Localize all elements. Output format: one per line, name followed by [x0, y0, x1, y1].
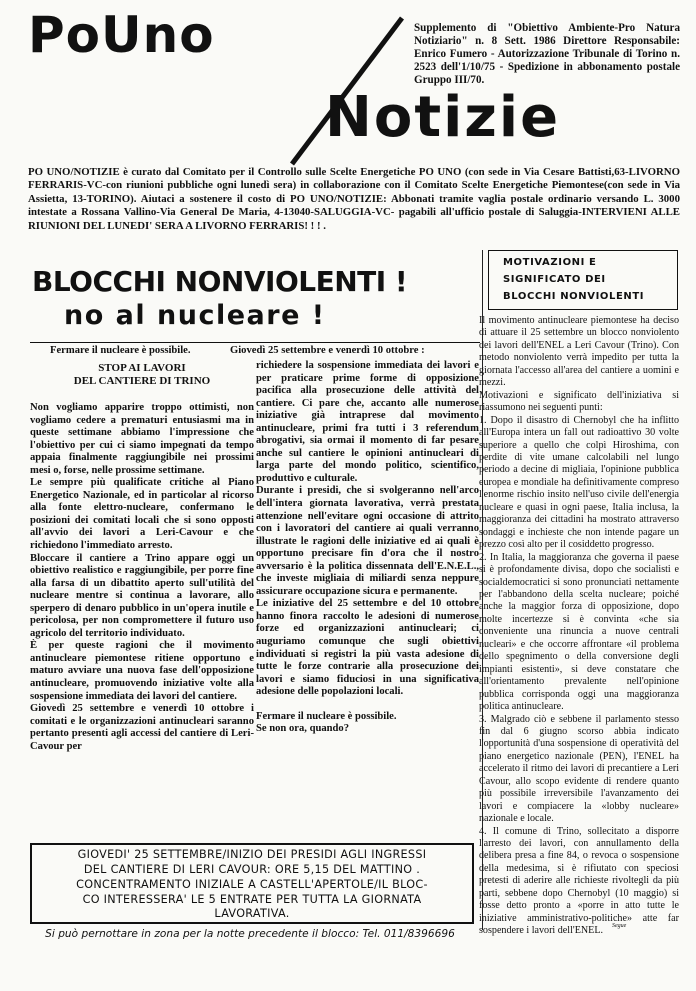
article-paragraph: Bloccare il cantiere a Trino appare oggi un obiettivo realistico e raggiungibile, per porre fine alla farsa di un dibattito aperto sull'utilità del nucleare mentre si continua a lavorare, allo sperpero di denaro pubblico in un'opera inutile e pericolosa, per non compromettere il futuro uso agricolo del territorio individuato.	[30, 552, 254, 639]
sidebar-paragraph: Motivazioni e significato dell'iniziativa si riassumono nei seguenti punti:	[479, 389, 679, 414]
article-paragraph: Giovedì 25 settembre e venerdì 10 ottobre i comitati e le organizzazioni antinucleari saranno pertanto presenti agli accessi del cantiere di Leri-Cavour per	[30, 703, 254, 752]
notice-box	[30, 843, 474, 924]
sidebar-paragraph: 4. Il comune di Trino, sollecitato a disporre l'arresto dei lavori, con annullamento della delibera presa a fine 84, o revoca o sospensione della medesima, si è rifiutato con speciosi pretesti di aderire alle richieste rivoltegli da più parti, sebbene dopo Chernobyl (10 maggio) si fosse detto pronto a «porre in atto tutte le iniziative amministrativo-politiche» atte far sospendere i lavori dell'ENEL.	[479, 825, 679, 937]
masthead-logo-line2: Notizie	[325, 85, 561, 150]
sidebar-paragraph: 3. Malgrado ciò e sebbene il parlamento stesso fin dal 6 giugno scorso abbia indicato l'opportunità d'una sospensione di operatività del piano energetico nazionale (PEN), l'ENEL ha accelerato il ritmo dei lavori di precantiere a Leri Cavour, allo scopo evidente di rendere quanto più possibile irreversibile l'avanzamento dei lavori e compiacere la «lobby nucleare» nazionale e locale.	[479, 713, 679, 825]
article-paragraph: Non vogliamo apparire troppo ottimisti, non vogliamo cedere a prematuri entusiasmi ma in queste settimane abbiamo l'impressione che l'obiettivo per cui ci siamo impegnati da tempo appaia finalmente raggiungibile nei prossimi mesi o, forse, nelle prossime settimane.	[30, 402, 254, 476]
sidebar-column	[479, 315, 679, 938]
sidebar-title-line1: MOTIVAZIONI E	[503, 257, 597, 268]
article-title-line2: DEL CANTIERE DI TRINO	[73, 375, 211, 387]
article-paragraph: È per queste ragioni che il movimento antinucleare piemontese ritiene opportuno e maturo avviare una nuova fase dell'opposizione antinucleare, promuovendo iniziative volte alla sospensione immediata dei lavori del cantiere.	[30, 640, 254, 702]
date-strip	[30, 342, 480, 356]
article-closing-slogan: Fermare il nucleare è possibile.	[256, 710, 397, 722]
notice-line2: DEL CANTIERE DI LERI CAVOUR: ORE 5,15 DEL MATTINO .	[83, 863, 421, 876]
continue-label: Segue	[612, 923, 627, 929]
sidebar-paragraph: Il movimento antinucleare piemontese ha deciso di attuare il 25 settembre un blocco nonviolento dei lavori dell'ENEL a Leri Cavour (Trino). Con metodo nonviolento verrà impedito per tutta la giornata l'accesso all'area del cantiere a uomini e mezzi.	[479, 315, 679, 389]
intro-text: PO UNO/NOTIZIE è curato dal Comitato per il Controllo sulle Scelte Energetiche PO UNO (con sede in Via Cesare Battisti,63-LIVORNO FERRARIS-VC-con riunioni pubbliche ogni lunedì sera) in collaborazione con il Comitato Scelte Energetiche Piemontese(con sede in Via Assietta, 13-TORINO).	[28, 166, 680, 205]
article-paragraph: Le iniziative del 25 settembre e del 10 ottobre hanno finora raccolto le adesioni di numerose forze ed organizzazioni antinucleari; ci auguriamo comunque che sugli obiettivi individuati si registri la più vasta adesione di tutte le forze contrarie alla prosecuzione dei lavori e siamo fiduciosi in una significativa adesione delle popolazioni locali.	[256, 598, 479, 698]
notice-line4: CO INTERESSERA' LE 5 ENTRATE PER TUTTA LA GIORNATA	[82, 893, 422, 906]
headline-main: BLOCCHI NONVIOLENTI !	[32, 265, 408, 298]
notice-line3: CONCENTRAMENTO INIZIALE A CASTELL'APERTOLE/IL BLOC-	[76, 878, 428, 891]
headline-sub: no al nucleare !	[64, 300, 326, 331]
sidebar-title-box	[488, 250, 678, 310]
notice-line5: LAVORATIVA.	[214, 907, 290, 920]
sidebar-paragraph: 1. Dopo il disastro di Chernobyl che ha inflitto all'Europa intera un fall out radioattivo 30 volte superiore a quello che colpì Hiroshima, con perdite di vite umane calcolabili nel lungo periodo a decine di migliaia, l'opinione pubblica europea e mondiale ha definitivamente compreso l'enorme rischio insito nell'uso civile dell'energia nucleare e quasi in ogni paese, Italia inclusa, la maggioranza dei cittadini ha mostrato attraverso sondaggi e inchieste che non intende pagare un prezzo così alto per il cosiddetto progresso.	[479, 414, 679, 551]
article-column-2	[256, 360, 479, 736]
notice-line1: GIOVEDI' 25 SETTEMBRE/INIZIO DEI PRESIDI AGLI INGRESSI	[77, 848, 427, 861]
article-paragraph: Le sempre più qualificate critiche al Piano Energetico Nazionale, ed in particolar al ricorso alla fonte elettro-nucleare, confermano le posizioni dei comitati locali che si sono opposti all'avvio dei lavori a Leri-Cavour e che richiedono l'immediato arresto.	[30, 477, 254, 552]
article-paragraph: richiedere la sospensione immediata dei lavori e per praticare prime forme di opposizione pacifica alla prosecuzione delle attività del cantiere. Ci pare che, accanto alle numerose iniziative già intraprese dal movimento antinucleare, primi fra tutti i 3 referendum abrogativi, sia ormai il momento di far pesare anche sul cantiere le opinioni antinucleari di larga parte del mondo politico, scientifico, produttivo e culturale.	[256, 360, 479, 484]
article-title	[30, 362, 254, 388]
article-paragraph: Durante i presidi, che si svolgeranno nell'arco dell'intera giornata lavorativa, verrà prestata attenzione nell'evitare ogni occasione di attrito con i lavoratori del cantiere ai quali verranno illustrate le ragioni delle iniziative ed ai quali è opportuno precisare fin d'ora che il nostro avversario è la politica dissennata dell'E.N.E.L., che investe migliaia di miliardi senza neppure assicurare occupazione sicura e permanente.	[256, 485, 479, 597]
intro-paragraph	[28, 166, 680, 233]
masthead-logo-line1: PoUno	[28, 6, 215, 64]
article-column-1	[30, 402, 254, 753]
sidebar-paragraph: 2. In Italia, la maggioranza che governa il paese si è profondamente divisa, dopo che socialisti e socialdemocratici si sono pronunciati nettamente per l'abbandono della scelta nucleare; poiché anche la maggior forza di opposizione, dopo molte incertezze si è convinta «che sia conveniente una rinuncia a nuove centrali nucleari» e che occorre affrontare «il problema dello spegnimento o della conversione degli impianti esistenti», si deve constatare che all'orientamento prevalente nell'opinione pubblica corrisponda oggi una maggioranza politica antinucleare.	[479, 551, 679, 713]
sidebar-title-line2: SIGNIFICATO DEI	[503, 274, 606, 285]
strip-slogan: Fermare il nucleare è possibile.	[50, 345, 191, 356]
sidebar-title-line3: BLOCCHI NONVIOLENTI	[503, 291, 645, 302]
supplement-info: Supplemento di "Obiettivo Ambiente-Pro Natura Notiziario" n. 8 Sett. 1986 Direttore Responsabile: Enrico Fumero - Autorizzazione Tribunale di Torino n. 2523 dell'1/10/75 - Spedizione in abbonamento postale Gruppo III/70.	[414, 22, 680, 86]
article-closing-question: Se non ora, quando?	[256, 723, 350, 735]
footer-note: Si può pernottare in zona per la notte precedente il blocco: Tel. 011/8396696	[45, 928, 455, 940]
intro-subscription-text: Aiutaci a sostenere il costo di PO UNO/NOTIZIE: Abbonati tramite vaglia postale ordinario versando L. 3000 intestate a Rossana Vallino-Via General De Maria, 4-13040-SALUGGIA-VC- pagabili all'ufficio postale di Saluggia-INTERVIENI ALLE RIUNIONI DEL LUNEDI' SERA A LIVORNO FERRARIS! ! ! .	[28, 192, 680, 232]
strip-dates: Giovedì 25 settembre e venerdì 10 ottobre :	[230, 345, 425, 356]
article-title-line1: STOP AI LAVORI	[98, 362, 186, 374]
